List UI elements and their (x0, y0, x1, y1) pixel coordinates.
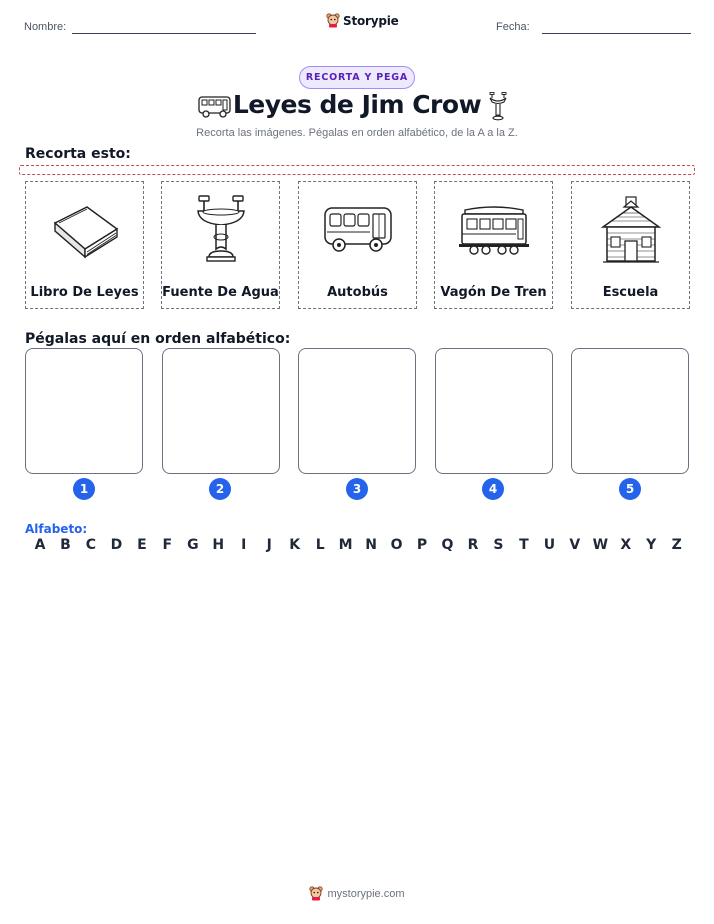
paste-number-3: 3 (346, 478, 368, 500)
alphabet-letter: U (543, 537, 556, 553)
paste-box-3[interactable] (298, 348, 416, 474)
alphabet-letter: J (266, 537, 272, 553)
alphabet-letter: M (338, 537, 353, 553)
cut-card-label: Autobús (327, 285, 388, 300)
cut-card-label: Escuela (602, 285, 659, 300)
date-label: Fecha: (496, 21, 530, 33)
alphabet-letter: Z (671, 537, 682, 553)
alphabet-letter: A (34, 537, 46, 553)
cut-card-bus[interactable] (298, 181, 417, 309)
name-label: Nombre: (24, 21, 67, 33)
alphabet-letter: R (467, 537, 479, 553)
brand-logo (326, 13, 399, 28)
paste-section-title: Pégalas aquí en orden alfabético: (25, 331, 291, 347)
page-title: Leyes de Jim Crow (232, 90, 482, 119)
alphabet-letter: I (241, 537, 247, 553)
cut-card-label: Vagón De Tren (440, 285, 547, 300)
footer (0, 886, 714, 901)
footer-link[interactable]: mystorypie.com (327, 887, 405, 900)
paste-box-5[interactable] (571, 348, 689, 474)
paste-box-2[interactable] (162, 348, 280, 474)
activity-badge: RECORTA Y PEGA (299, 66, 415, 89)
instructions: Recorta las imágenes. Pégalas en orden alfabético, de la A a la Z. (196, 127, 518, 139)
alphabet-letter: O (390, 537, 403, 553)
paste-box-1[interactable] (25, 348, 143, 474)
alphabet-letter: S (493, 537, 504, 553)
alphabet-letter: Q (441, 537, 454, 553)
alphabet-letter: W (592, 537, 609, 553)
alphabet-letter: E (137, 537, 147, 553)
paste-number-5: 5 (619, 478, 641, 500)
alphabet-letter: X (620, 537, 632, 553)
alphabet-letter: G (187, 537, 199, 553)
alphabet-letter: B (60, 537, 71, 553)
alphabet-letter: N (365, 537, 377, 553)
cut-card-law-book[interactable] (25, 181, 144, 309)
bus-icon (322, 204, 394, 256)
date-line[interactable] (542, 33, 691, 34)
cut-line (19, 165, 695, 175)
cut-section-title: Recorta esto: (25, 146, 131, 162)
water-fountain-icon (193, 193, 249, 267)
paste-number-1: 1 (73, 478, 95, 500)
alphabet-letter: K (289, 537, 301, 553)
cut-card-water-fountain[interactable] (161, 181, 280, 309)
paste-box-4[interactable] (435, 348, 553, 474)
law-book-icon (49, 201, 121, 259)
cut-card-school[interactable] (571, 181, 690, 309)
alphabet-letter: D (110, 537, 123, 553)
train-car-icon (457, 202, 531, 258)
cut-card-train-car[interactable] (434, 181, 553, 309)
cut-card-label: Fuente De Agua (162, 285, 279, 300)
name-line[interactable] (72, 33, 256, 34)
storypie-mascot-icon (309, 886, 323, 901)
alphabet-label: Alfabeto: (25, 522, 88, 536)
storypie-mascot-icon (326, 13, 340, 28)
brand-name: Storypie (343, 13, 399, 28)
paste-number-4: 4 (482, 478, 504, 500)
alphabet-letter: F (162, 537, 173, 553)
alphabet-letter: P (416, 537, 428, 553)
alphabet-letter: C (85, 537, 97, 553)
paste-number-2: 2 (209, 478, 231, 500)
schoolhouse-icon (599, 195, 663, 265)
alphabet-row (25, 537, 690, 553)
alphabet-letter: H (212, 537, 225, 553)
alphabet-letter: Y (646, 537, 657, 553)
alphabet-letter: L (315, 537, 325, 553)
cut-card-label: Libro De Leyes (30, 285, 139, 300)
fountain-title-icon (487, 91, 509, 121)
alphabet-letter: V (569, 537, 581, 553)
alphabet-letter: T (519, 537, 529, 553)
